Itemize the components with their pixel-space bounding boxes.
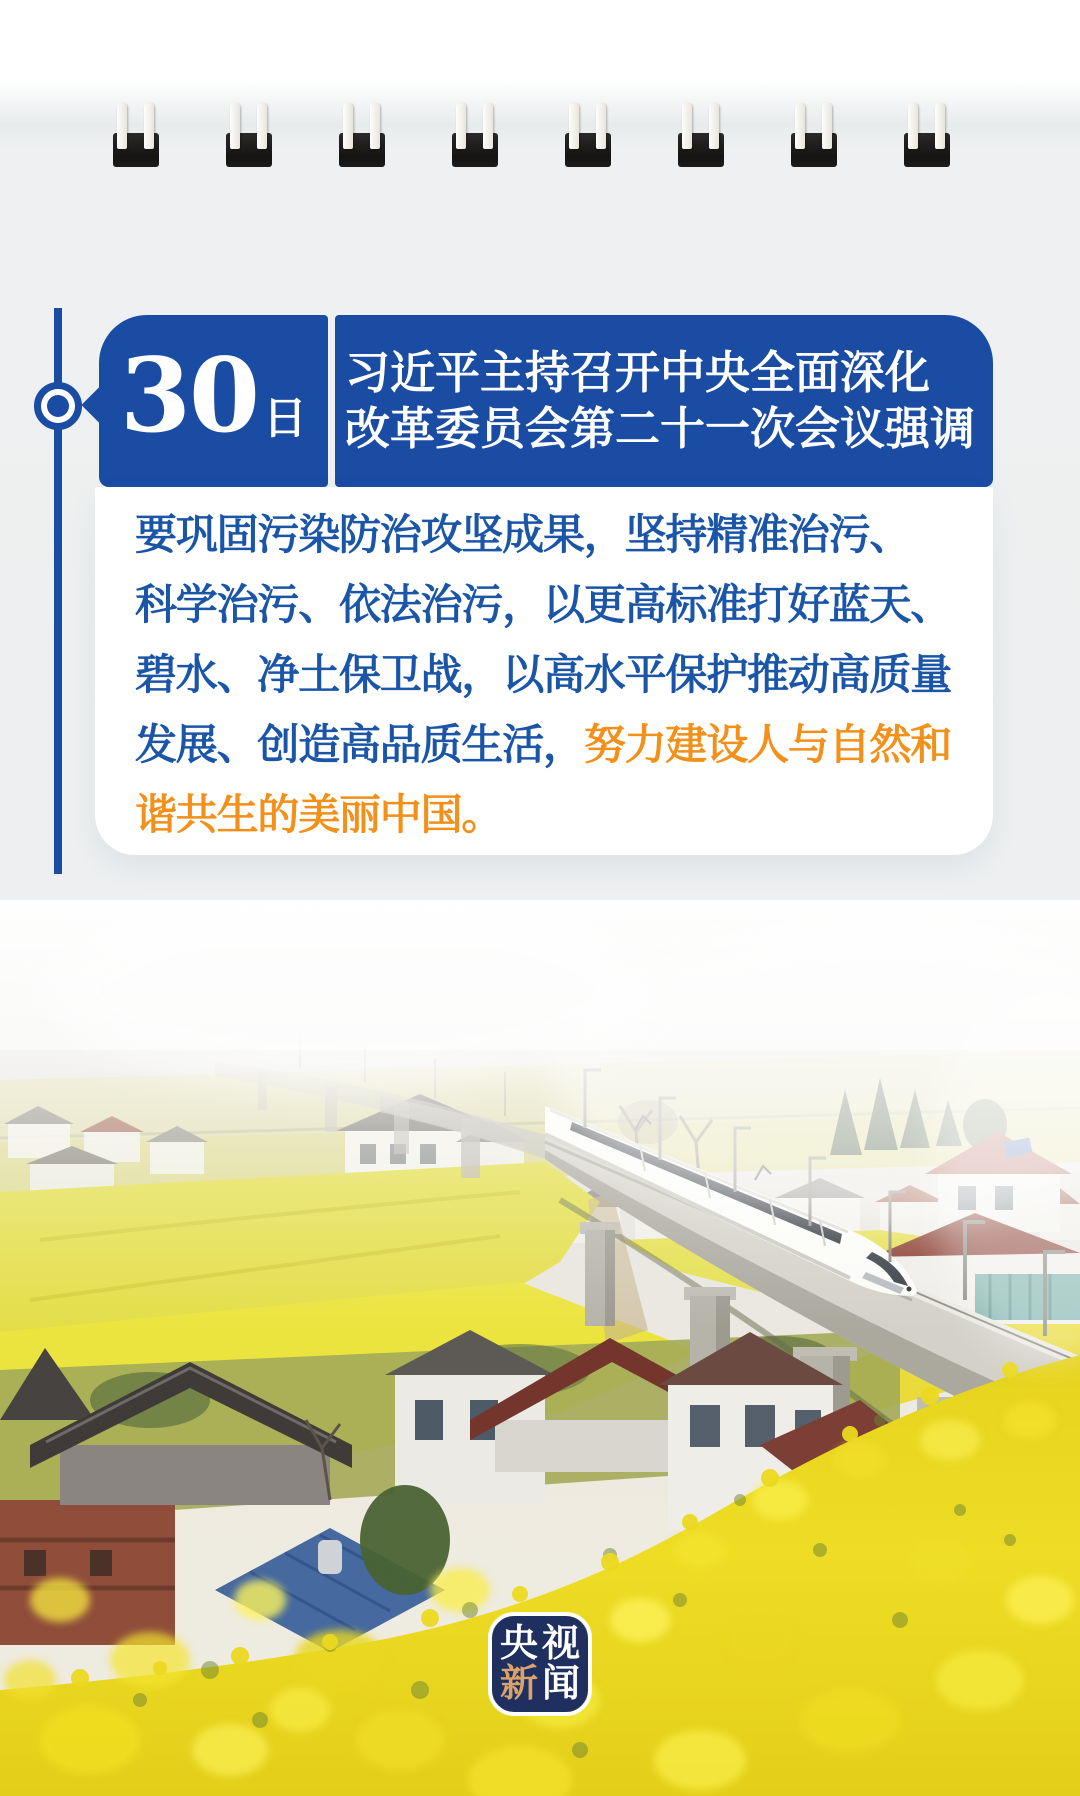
binding-prong: [144, 103, 154, 149]
binding-prong: [596, 103, 606, 149]
quote-segment-blue: 要巩固污染防治攻坚成果，坚持精准治污、: [135, 513, 911, 559]
binding-clip: [113, 103, 159, 167]
timeline-marker-dot: [47, 395, 69, 417]
binding-prong: [935, 103, 945, 149]
binding-prong: [682, 103, 692, 149]
binding-prong: [257, 103, 267, 149]
quote-card: [95, 487, 993, 855]
quote-line: [135, 571, 955, 641]
binding-prong: [483, 103, 493, 149]
headline-box: [335, 315, 993, 487]
binding-clip: [678, 103, 724, 167]
headline-line-2: 改革委员会第二十一次会议强调: [345, 402, 976, 454]
quote-segment-orange: 谐共生的美丽中国。: [135, 793, 503, 839]
quote-line: [135, 781, 955, 851]
binding-prong: [908, 103, 918, 149]
quote-text: [135, 501, 955, 851]
brand-logo: [488, 1612, 592, 1716]
binding-clip: [339, 103, 385, 167]
brand-logo-char: 央: [499, 1623, 538, 1665]
fog: [0, 900, 1080, 1360]
binding-prong: [795, 103, 805, 149]
date-day: 30: [120, 336, 258, 457]
binding-prong: [822, 103, 832, 149]
quote-line: [135, 711, 955, 781]
date-box: [99, 315, 328, 487]
binding-clip: [452, 103, 498, 167]
binding-prong: [456, 103, 466, 149]
binding-clip: [226, 103, 272, 167]
binding-prong: [569, 103, 579, 149]
brand-logo-char: 闻: [541, 1663, 580, 1705]
quote-segment-blue: 碧水、净土保卫战，以高水平保护推动高质量: [135, 653, 952, 699]
binding-clip: [791, 103, 837, 167]
quote-line: [135, 641, 955, 711]
quote-segment-orange: 努力建设人与自然和: [583, 723, 952, 769]
quote-segment-blue: 发展、创造高品质生活，: [135, 723, 584, 769]
binding-prong: [370, 103, 380, 149]
binding-prong: [117, 103, 127, 149]
binding-prong: [709, 103, 719, 149]
brand-logo-char: 新: [499, 1663, 538, 1705]
date-unit: 日: [262, 393, 307, 443]
quote-line: [135, 501, 955, 571]
quote-segment-blue: 科学治污、依法治污，以更高标准打好蓝天、: [135, 583, 952, 629]
binding-prong: [343, 103, 353, 149]
binding-prong: [230, 103, 240, 149]
binding-clip: [904, 103, 950, 167]
binding-strip: [0, 0, 1080, 180]
headline-line-1: 习近平主持召开中央全面深化: [345, 346, 931, 398]
brand-logo-char: 视: [541, 1623, 580, 1665]
timeline-marker-icon: [34, 382, 82, 430]
binding-clip: [565, 103, 611, 167]
